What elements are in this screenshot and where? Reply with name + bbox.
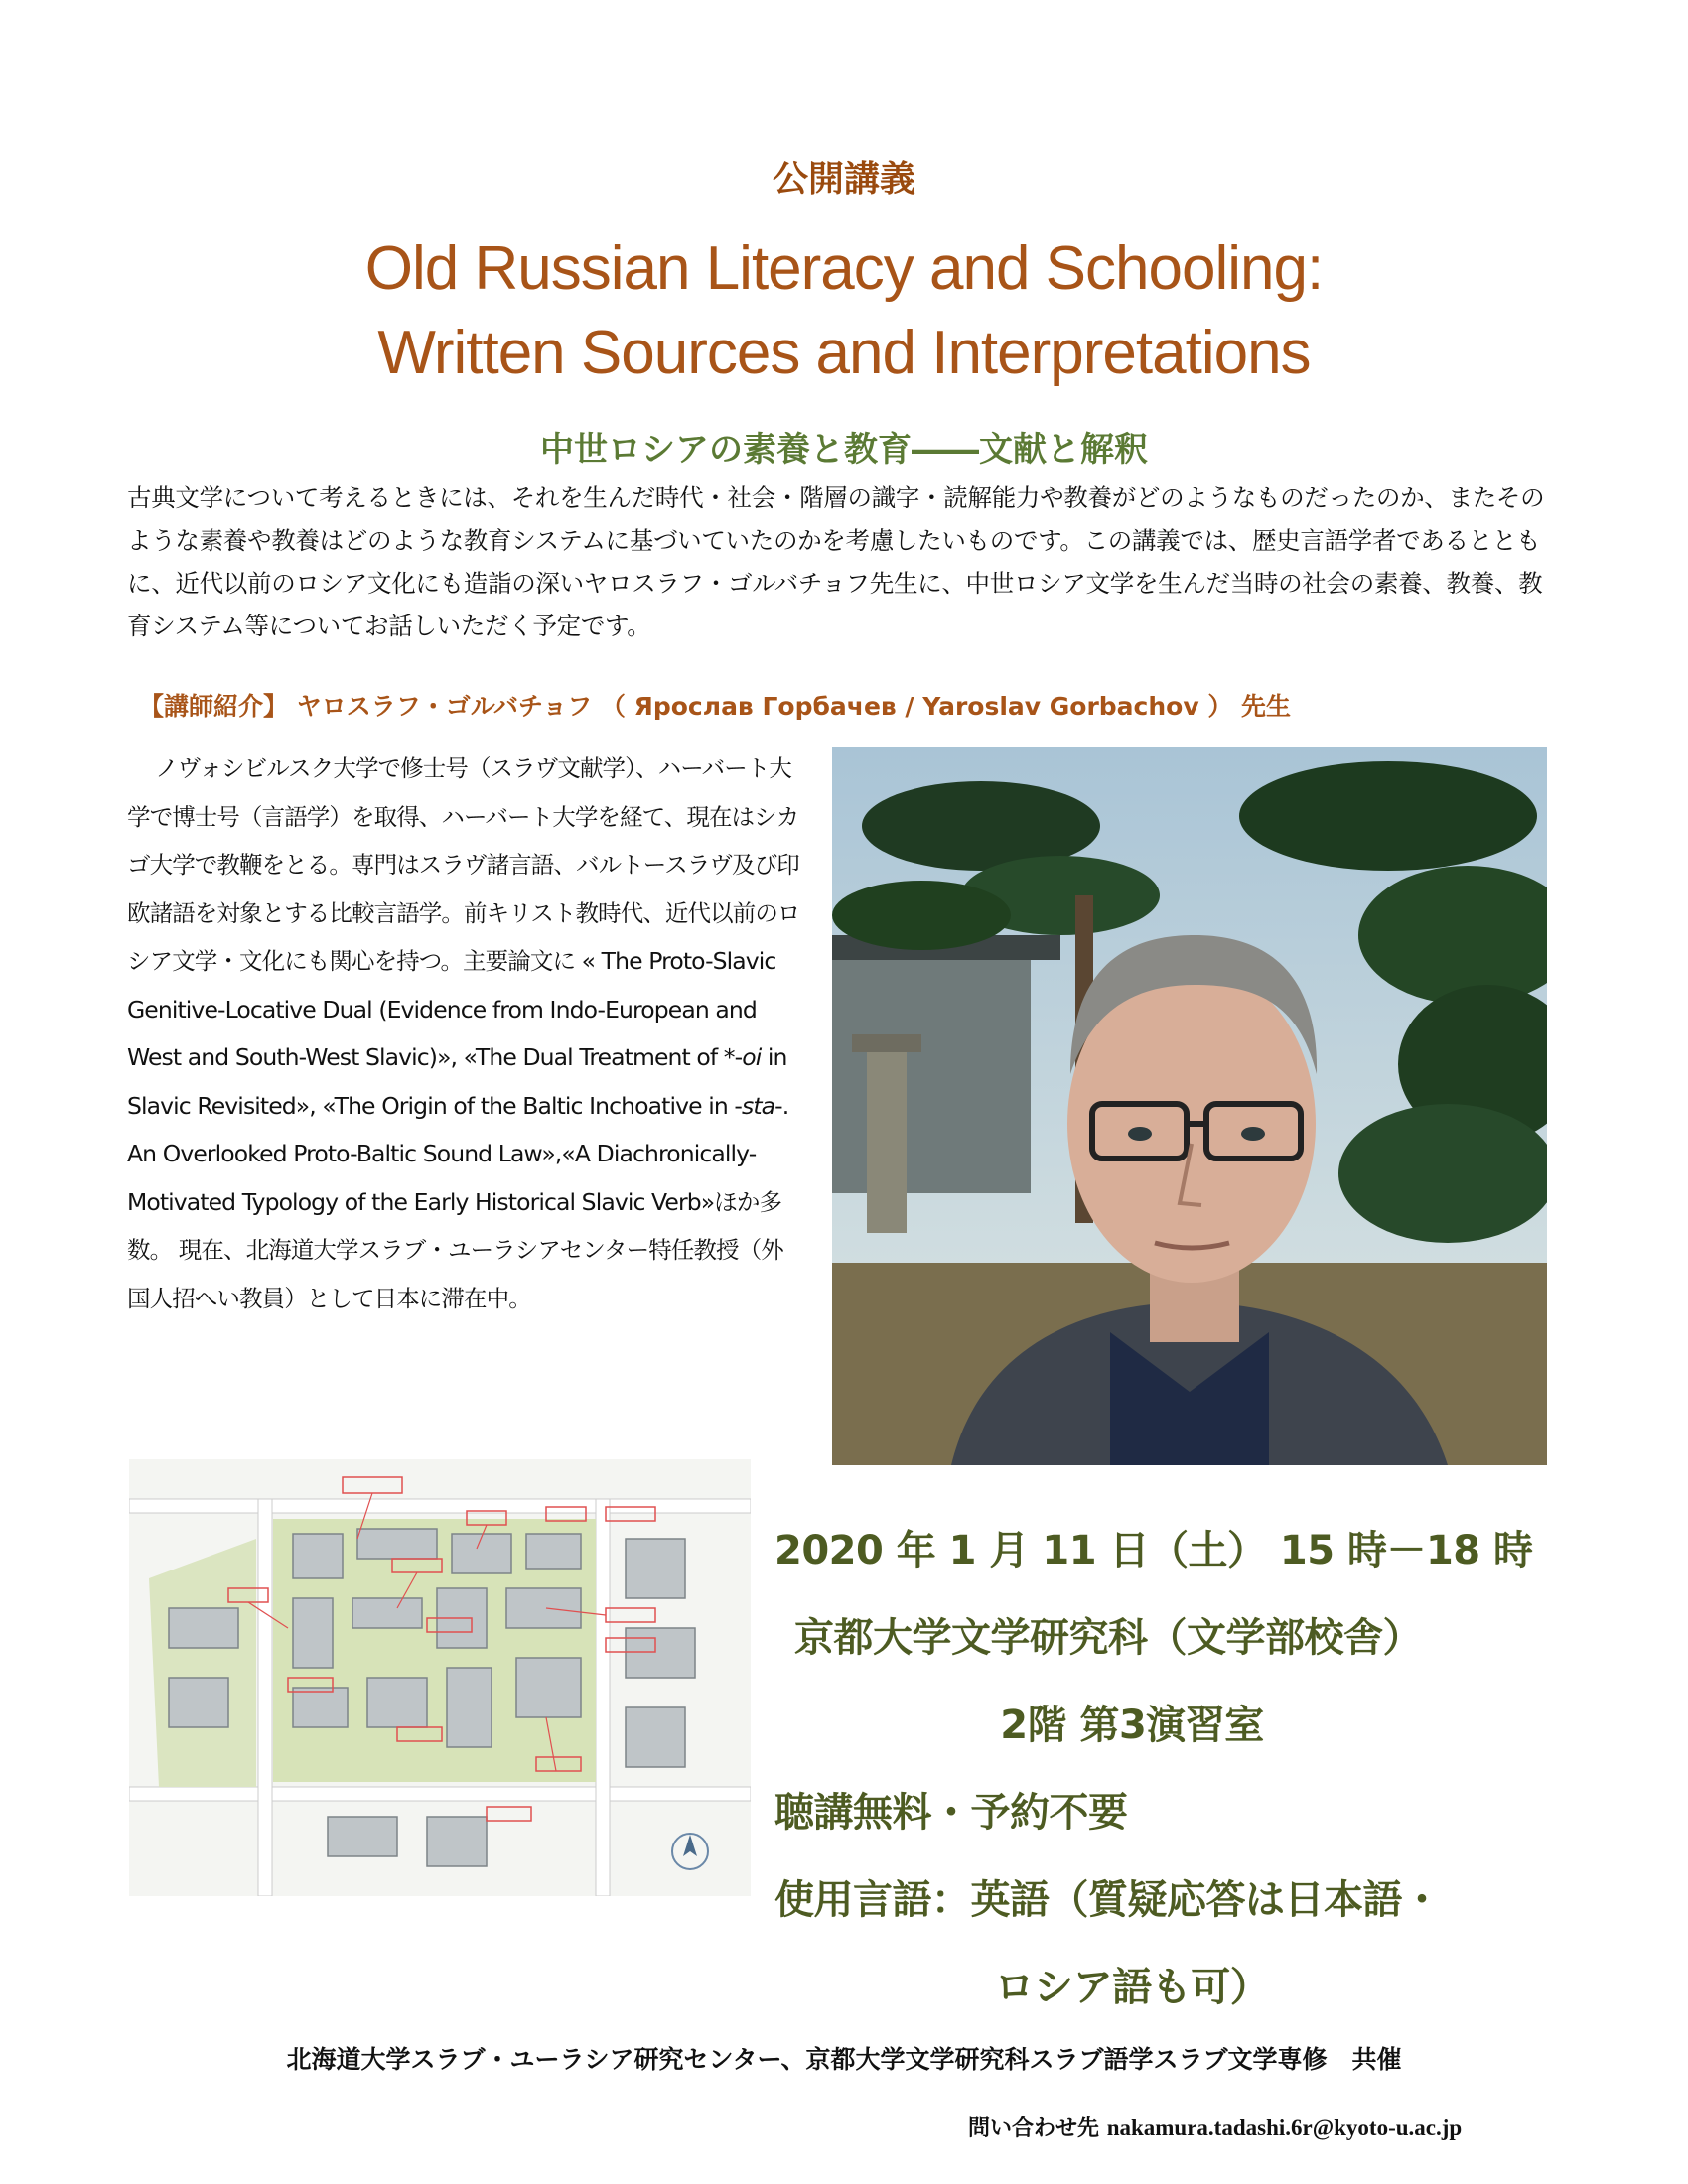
bio-italic-2: sta bbox=[742, 1091, 775, 1120]
lecturer-heading: 【講師紹介】 ヤロスラフ・ゴルバチョフ （ Ярослав Горбачев / Yaroslav Gorbachov ） 先生 bbox=[139, 692, 1292, 721]
lecturer-bio bbox=[127, 745, 802, 1322]
event-admission: 聴講無料・予約不要 bbox=[774, 1790, 1128, 1836]
bio-italic-1: oi bbox=[742, 1043, 762, 1071]
bio-text-3: -. An Overlooked Proto-Baltic Sound Law»,«A Diachronically-Motivated Typology of the Early Historical Slavic Verb»ほか多数。 現在、北海道大学スラブ・ユーラシアセンター特任教授（外国人招へい教員）として日本に滞在中。 bbox=[127, 1091, 789, 1312]
event-language-line-2: ロシア語も可） bbox=[994, 1965, 1270, 2010]
contact-info bbox=[968, 2112, 1462, 2142]
campus-map-image bbox=[129, 1459, 751, 1896]
event-venue: 京都大学文学研究科（文学部校舎） bbox=[794, 1615, 1422, 1661]
bio-text-1: ノヴォシビルスク大学で修士号（スラヴ文献学）、ハーバート大学で博士号（言語学）を取得、ハーバート大学を経て、現在はシカゴ大学で教鞭をとる。専門はスラヴ諸言語、バルトースラヴ及び印欧諸語を対象とする比較言語学。前キリスト教時代、近代以前のロシア文学・文化にも関心を持つ。主要論文に « The Proto-Slavic Genitive-Locative Dual (Evidence from Indo-European and West and South-West Slavic)», «The Dual Treatment of *- bbox=[127, 754, 800, 1071]
campus-map bbox=[129, 1459, 751, 1896]
event-room: 2階 第3演習室 bbox=[1000, 1703, 1264, 1748]
lecturer-photo bbox=[832, 747, 1547, 1465]
title-line-2: Written Sources and Interpretations bbox=[377, 319, 1311, 387]
event-language-line-1: 使用言語：英語（質疑応答は日本語・ bbox=[774, 1877, 1442, 1923]
japanese-subtitle: 中世ロシアの素養と教育――文献と解釈 bbox=[540, 430, 1148, 470]
cohost-organizers: 北海道大学スラブ・ユーラシア研究センター、京都大学文学研究科スラブ語学スラブ文学専修 共催 bbox=[286, 2045, 1402, 2074]
event-date: 2020 年 1 月 11 日（土） 15 時－18 時 bbox=[774, 1528, 1533, 1573]
intro-paragraph: 古典文学について考えるときには、それを生んだ時代・社会・階層の識字・読解能力や教養がどのようなものだったのか、またそのような素養や教養はどのような教育システムに基づいていたのかを考慮したいものです。この講義では、歴史言語学者であるとともに、近代以前のロシア文化にも造詣の深いヤロスラフ・ゴルバチョフ先生に、中世ロシア文学を生んだ当時の社会の素養、教養、教育システム等についてお話しいただく予定です。 bbox=[127, 483, 1545, 640]
contact-label: 問い合わせ先 bbox=[968, 2116, 1100, 2141]
bio-text-2: in Slavic Revisited», «The Origin of the Baltic Inchoative in - bbox=[127, 1043, 787, 1120]
lecturer-photo-image bbox=[832, 747, 1547, 1465]
title-line-1: Old Russian Literacy and Schooling: bbox=[364, 234, 1324, 303]
event-type-label: 公開講義 bbox=[772, 159, 915, 200]
contact-email[interactable]: nakamura.tadashi.6r@kyoto-u.ac.jp bbox=[1106, 2116, 1463, 2140]
